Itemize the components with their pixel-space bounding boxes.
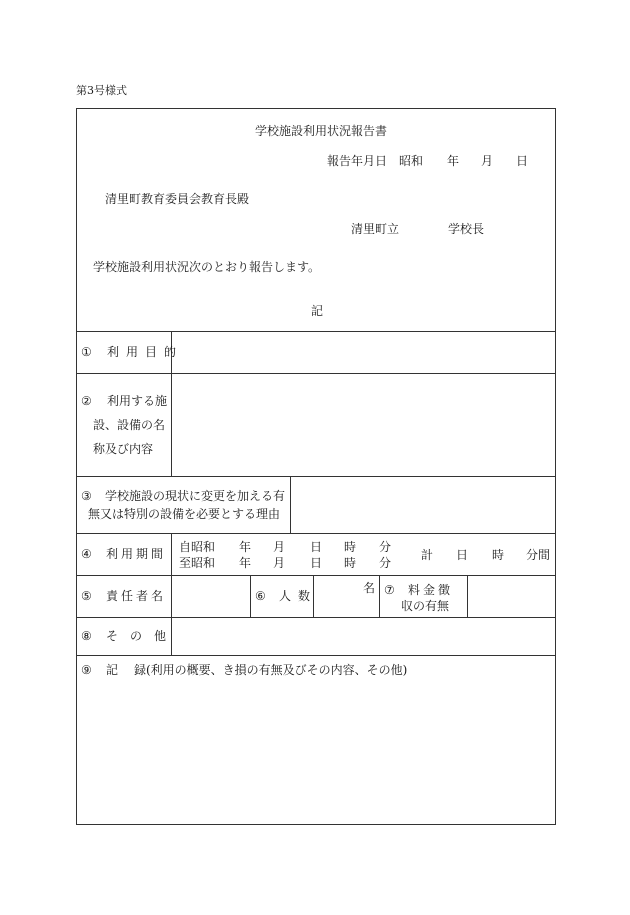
row7-label-line1: 料金徴 [408, 583, 454, 597]
row3-label-line2: 無又は特別の設備を必要とする理由 [88, 507, 281, 521]
row4-number: ④ [81, 547, 92, 561]
statement: 学校施設利用状況次のとおり報告します。 [93, 260, 321, 274]
period-to-label: 至昭和 [179, 556, 216, 570]
period-total-minute: 分間 [526, 548, 551, 562]
report-date-day: 日 [516, 154, 529, 168]
form-number: 第3号様式 [76, 84, 127, 97]
row3-label-line1: 学校施設の現状に変更を加える有 [105, 489, 286, 503]
row1-number: ① [81, 345, 92, 359]
report-date-month: 月 [481, 154, 494, 168]
row2-label-line1: 利用する施 [107, 394, 168, 408]
form-title: 学校施設利用状況報告書 [255, 124, 388, 138]
period-to-day: 日 [310, 556, 323, 570]
row3-number: ③ [81, 489, 92, 503]
row9-label-a: 記 [106, 663, 119, 677]
row8-number: ⑧ [81, 629, 92, 643]
period-from-day: 日 [310, 540, 323, 554]
period-from-year: 年 [239, 540, 252, 554]
period-from-minute: 分 [379, 540, 392, 554]
row5-label: 責任者名 [106, 589, 167, 603]
row1-label: 利用目的 [107, 345, 184, 359]
col-divider [290, 476, 291, 533]
row7-label-line2: 収の有無 [401, 599, 450, 613]
period-to-year: 年 [239, 556, 252, 570]
row-divider [76, 655, 556, 656]
addressee: 清里町教育委員会教育長殿 [105, 192, 250, 206]
row7-number: ⑦ [384, 583, 395, 597]
form-frame [76, 108, 556, 825]
row-divider [76, 476, 556, 477]
col-divider [250, 575, 251, 617]
col-divider [171, 575, 172, 617]
row2-label-line3: 称及び内容 [93, 442, 154, 456]
row-divider [76, 533, 556, 534]
report-date-label: 報告年月日 [327, 154, 388, 168]
principal-label: 学校長 [448, 222, 485, 236]
report-date-year: 年 [447, 154, 460, 168]
row5-number: ⑤ [81, 589, 92, 603]
row8-label: その他 [106, 629, 179, 643]
people-unit: 名 [363, 581, 376, 595]
col-divider [171, 533, 172, 575]
school-prefix: 清里町立 [351, 222, 400, 236]
row6-label: 人数 [279, 589, 318, 603]
row9-number: ⑨ [81, 663, 92, 677]
row2-label-line2: 設、設備の名 [93, 418, 166, 432]
period-total-day: 日 [456, 548, 469, 562]
period-from-hour: 時 [344, 540, 357, 554]
row-divider [76, 331, 556, 332]
report-date-era: 昭和 [399, 154, 424, 168]
col-divider [467, 575, 468, 617]
ki-label: 記 [311, 304, 324, 318]
row-divider [76, 575, 556, 576]
period-from-label: 自昭和 [179, 540, 216, 554]
period-total-hour: 時 [492, 548, 505, 562]
row6-number: ⑥ [255, 589, 266, 603]
row-divider [76, 617, 556, 618]
row-divider [76, 373, 556, 374]
period-to-minute: 分 [379, 556, 392, 570]
period-to-hour: 時 [344, 556, 357, 570]
period-total-label: 計 [421, 548, 434, 562]
col-divider [379, 575, 380, 617]
period-from-month: 月 [273, 540, 286, 554]
row4-label: 利用期間 [106, 547, 167, 561]
row2-number: ② [81, 394, 92, 408]
row9-label-b: 録(利用の概要、き損の有無及びその内容、その他) [134, 663, 408, 677]
period-to-month: 月 [273, 556, 286, 570]
